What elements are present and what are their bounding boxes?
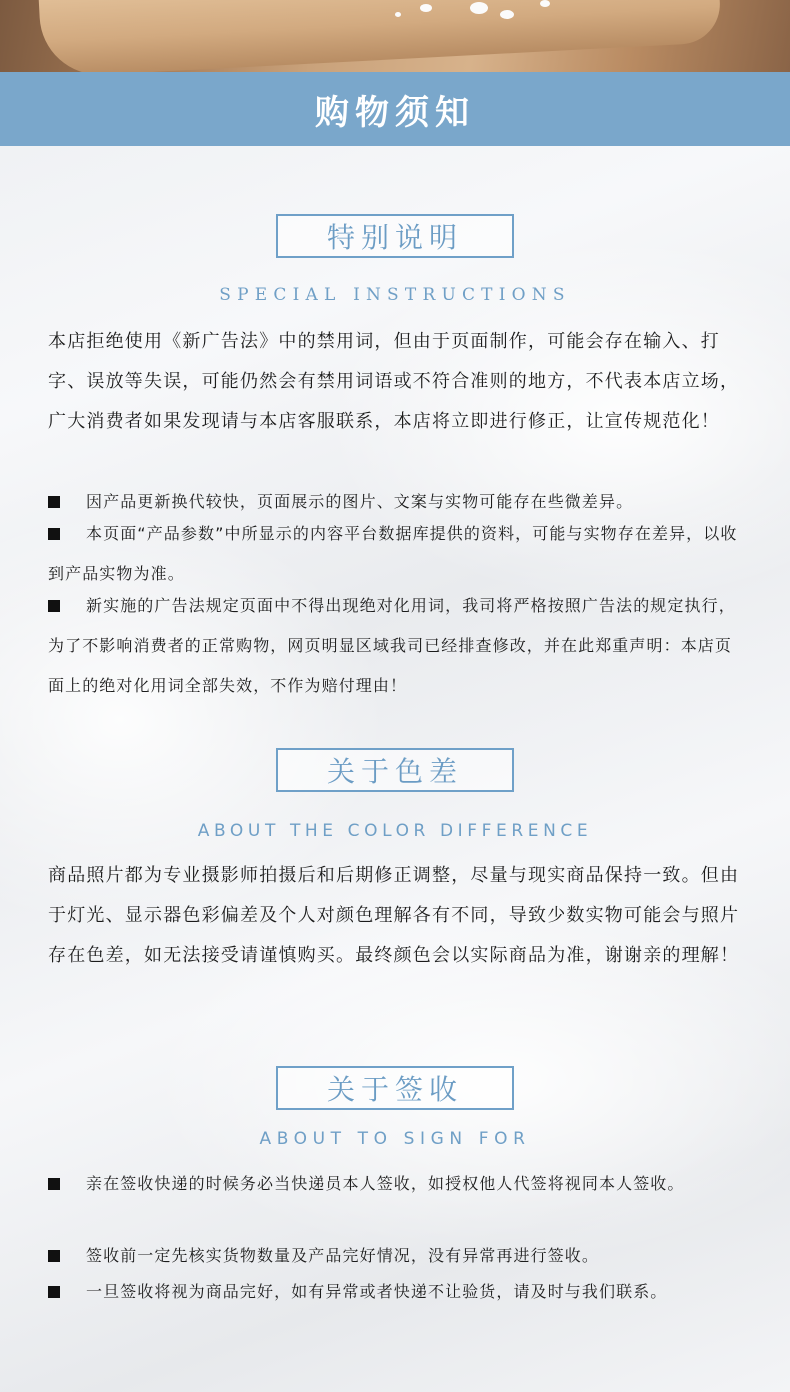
salt-crystal — [395, 12, 401, 17]
square-bullet-icon — [48, 1250, 60, 1262]
salt-crystal — [420, 4, 432, 12]
square-bullet-icon — [48, 1178, 60, 1190]
wooden-board-image — [38, 0, 722, 72]
header-product-photo — [0, 0, 790, 72]
bullet-text: 新实施的广告法规定页面中不得出现绝对化用词，我司将严格按照广告法的规定执行，为了不影响消费者的正常购物，网页明显区域我司已经排查修改，并在此郑重声明：本店页面上的绝对化用词全部失效，不作为赔付理由！ — [48, 596, 736, 695]
special-intro-paragraph: 本店拒绝使用《新广告法》中的禁用词，但由于页面制作，可能会存在输入、打字、误放等失误，可能仍然会有禁用词语或不符合准则的地方，不代表本店立场，广大消费者如果发现请与本店客服联系，本店将立即进行修正，让宣传规范化！ — [48, 331, 740, 432]
section-subtitle-special: SPECIAL INSTRUCTIONS — [219, 285, 571, 305]
color-difference-paragraph: 商品照片都为专业摄影师拍摄后和后期修正调整，尽量与现实商品保持一致。但由于灯光、显示器色彩偏差及个人对颜色理解各有不同，导致少数实物可能会与照片存在色差，如无法接受请谨慎购买。最终颜色会以实际商品为准，谢谢亲的理解！ — [48, 865, 740, 966]
bullet-text: 亲在签收快递的时候务必当快递员本人签收，如授权他人代签将视同本人签收。 — [86, 1174, 685, 1193]
bullet-text: 签收前一定先核实货物数量及产品完好情况，没有异常再进行签收。 — [86, 1246, 600, 1265]
section-title-color — [276, 748, 514, 792]
square-bullet-icon — [48, 496, 60, 508]
salt-crystal — [500, 10, 514, 19]
section-subtitle-sign: ABOUT TO SIGN FOR — [259, 1129, 531, 1149]
salt-crystal — [470, 2, 488, 14]
section-title-text: 关于签收 — [326, 1073, 463, 1106]
section-title-special — [276, 214, 514, 258]
section-title-text: 关于色差 — [326, 755, 463, 788]
special-bullet-item — [48, 586, 748, 706]
page-title: 购物须知 — [315, 92, 475, 133]
page-title-banner — [0, 72, 790, 146]
salt-crystal — [540, 0, 550, 7]
square-bullet-icon — [48, 600, 60, 612]
square-bullet-icon — [48, 528, 60, 540]
sign-bullet-item — [48, 1236, 748, 1276]
special-bullet-item — [48, 514, 748, 594]
bullet-text: 因产品更新换代较快，页面展示的图片、文案与实物可能存在些微差异。 — [86, 492, 634, 511]
bullet-text: 本页面“产品参数”中所显示的内容平台数据库提供的资料，可能与实物存在差异，以收到产品实物为准。 — [48, 524, 738, 583]
sign-bullet-item — [48, 1164, 748, 1204]
section-title-sign — [276, 1066, 514, 1110]
sign-bullet-item — [48, 1272, 748, 1312]
section-title-text: 特别说明 — [326, 221, 463, 254]
square-bullet-icon — [48, 1286, 60, 1298]
bullet-text: 一旦签收将视为商品完好，如有异常或者快递不让验货，请及时与我们联系。 — [86, 1282, 668, 1301]
section-subtitle-color: ABOUT THE COLOR DIFFERENCE — [197, 821, 593, 841]
